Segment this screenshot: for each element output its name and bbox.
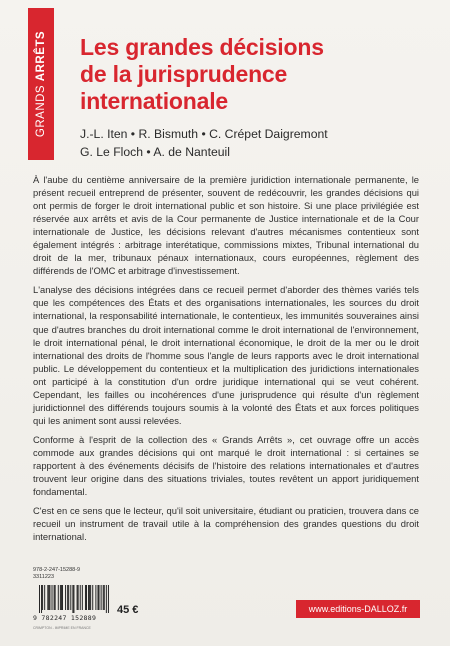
series-label	[35, 31, 47, 137]
blurb-paragraph-1: À l'aube du centième anniversaire de la première juridiction internationale permanente, le présent recueil entreprend de présenter, souvent de redécouvrir, les grandes décisions qui ont permis de forger le droit international public et son histoire. Si une place privilégiée est réservée aux arrêts et avis de la Cour permanente de Justice internationale et de la Cour internationale de Justice, les décisions relevant d'autres mécanismes contentieux sont également intégrés : arbitrage interétatique, commissions mixtes, Tribunal international du droit de la mer, tribunaux pénaux internationaux, cours européennes, règlement des différends de l'OMC et arbitrage d'investissement.	[33, 174, 419, 277]
blurb	[33, 173, 419, 549]
authors	[80, 125, 430, 161]
blurb-paragraph-3: Conforme à l'esprit de la collection des « Grands Arrêts », cet ouvrage offre un accès commode aux grandes décisions qui ont marqué le droit international : si certaines se rapportent à des événements décisifs de l'histoire des relations internationales et d'autres trouvent leur origine dans des situations triviales, toutes revêtent un apport juridiquement fondamental.	[33, 433, 419, 498]
price: 45 €	[117, 604, 139, 616]
barcode	[33, 585, 109, 629]
title-line-2: de la jurisprudence	[80, 61, 288, 87]
blurb-paragraph-2: L'analyse des décisions intégrées dans ce recueil permet d'aborder des thèmes variés tels que les compétences des États et des organisations internationales, les sources du droit international, la responsabilité internationale, le contentieux, les immunités souveraines ainsi que d'autres branches du droit international comme le droit international de l'environnement, le droit international pénal, le droit international économique, le droit de la mer ou le droit international des droits de l'homme sous l'angle de leurs rapports avec le droit international public. Le développement du contentieux et la multiplication des juridictions internationales ont participé à la constitution d'un ordre juridique international qui se veut cohérent. Cependant, les failles ou incohérences d'une jurisprudence qui résulte d'un règlement juridictionnel des différends toujours soumis à la volonté des États et aux forces politiques qui les animent sont aussi relevées.	[33, 284, 419, 426]
series-label-arrets: ARRÊTS	[35, 30, 47, 82]
isbn-block	[33, 567, 80, 581]
isbn-number: 978-2-247-15288-9	[33, 567, 81, 573]
barcode-digits: 9 782247 152889	[33, 614, 97, 622]
small-print: CRIMPTON - IMPRIME EN FRANCE	[33, 626, 91, 630]
blurb-paragraph-4: C'est en ce sens que le lecteur, qu'il soit universitaire, étudiant ou praticien, trouvera dans ce recueil un instrument de travail utile à la compréhension des grandes questions du droit international.	[33, 505, 419, 543]
title-line-1: Les grandes décisions	[80, 34, 324, 60]
barcode-icon	[39, 585, 109, 613]
authors-line-1: J.-L. Iten • R. Bismuth • C. Crépet Daigremont	[80, 127, 328, 141]
publisher-website: www.editions-DALLOZ.fr	[296, 600, 420, 618]
series-band	[28, 8, 54, 160]
title-line-3: internationale	[80, 88, 229, 114]
isbn-code: 3311223	[33, 574, 55, 580]
book-title	[80, 34, 420, 115]
series-label-grands: GRANDS	[35, 81, 47, 138]
authors-line-2: G. Le Floch • A. de Nanteuil	[80, 145, 230, 159]
